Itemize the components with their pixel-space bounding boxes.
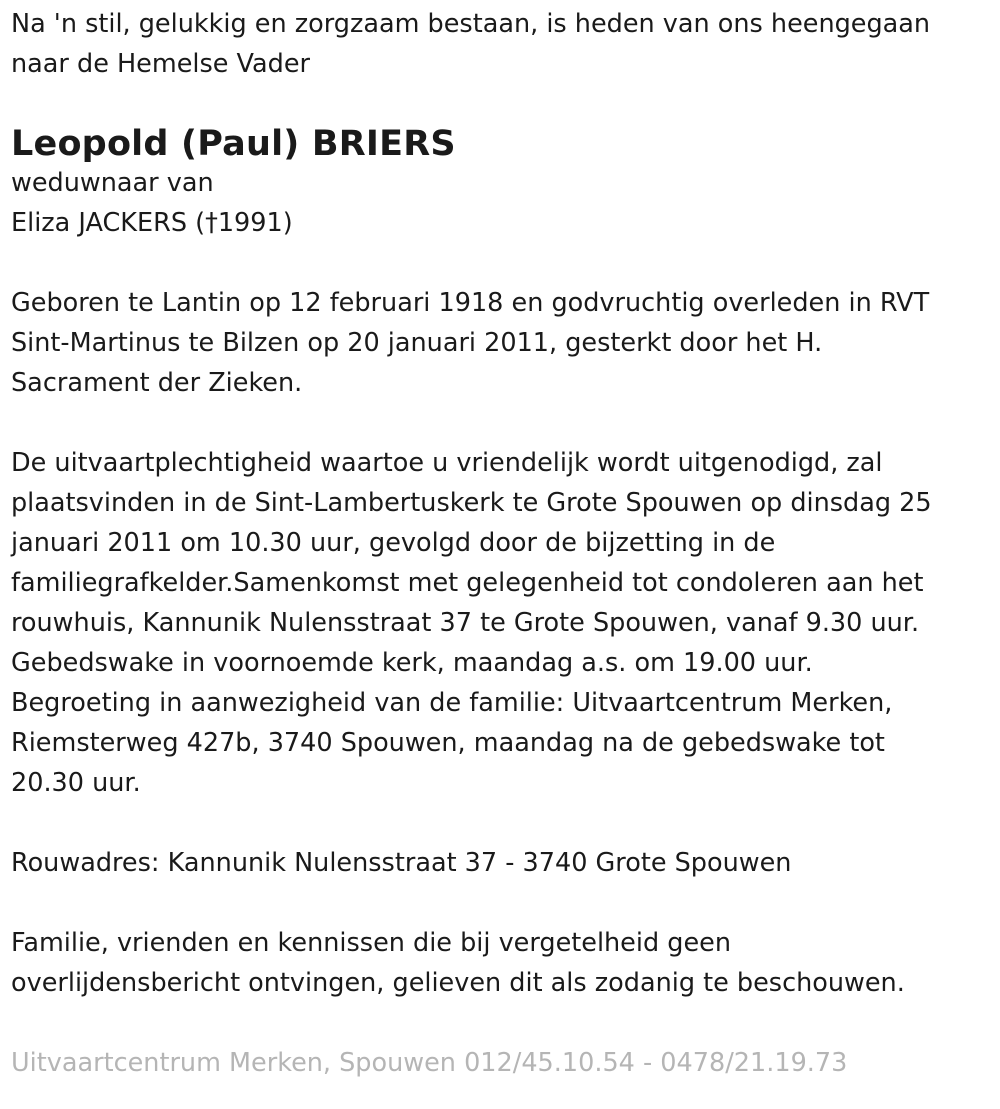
funeral-home-contact: Uitvaartcentrum Merken, Spouwen 012/45.10.54 - 0478/21.19.73 [11, 1048, 848, 1078]
paragraph-line: familiegrafkelder.Samenkomst met gelegenheid tot condoleren aan het [11, 568, 924, 598]
intro-line: Na 'n stil, gelukkig en zorgzaam bestaan, is heden van ons heengegaan [11, 9, 931, 39]
relation-block [11, 163, 986, 243]
notice-paragraph [11, 923, 986, 1003]
birth-death-paragraph [11, 283, 986, 403]
paragraph-line: De uitvaartplechtigheid waartoe u vriendelijk wordt uitgenodigd, zal [11, 448, 883, 478]
funeral-home-footer [11, 1043, 986, 1083]
paragraph-line: overlijdensbericht ontvingen, gelieven dit als zodanig te beschouwen. [11, 968, 905, 998]
paragraph-line: rouwhuis, Kannunik Nulensstraat 37 te Grote Spouwen, vanaf 9.30 uur. [11, 608, 920, 638]
paragraph-line: Riemsterweg 427b, 3740 Spouwen, maandag na de gebedswake tot [11, 728, 885, 758]
paragraph-line: Geboren te Lantin op 12 februari 1918 en godvruchtig overleden in RVT [11, 288, 930, 318]
spouse-name: Eliza JACKERS ( [11, 208, 206, 238]
paragraph-line: Sint-Martinus te Bilzen op 20 januari 2011, gesterkt door het H. [11, 328, 823, 358]
paragraph-line: januari 2011 om 10.30 uur, gevolgd door de bijzetting in de [11, 528, 776, 558]
intro-text [11, 4, 986, 84]
relation-label: weduwnaar van [11, 168, 214, 198]
paragraph-line: Familie, vrienden en kennissen die bij vergetelheid geen [11, 928, 731, 958]
paragraph-line: Gebedswake in voornoemde kerk, maandag a.s. om 19.00 uur. [11, 648, 813, 678]
mourning-address [11, 843, 986, 883]
deceased-name: Leopold (Paul) BRIERS [11, 124, 456, 164]
spouse-death-year: 1991) [217, 208, 293, 238]
paragraph-line: Begroeting in aanwezigheid van de familie: Uitvaartcentrum Merken, [11, 688, 893, 718]
paragraph-line: Sacrament der Zieken. [11, 368, 303, 398]
address-line: Rouwadres: Kannunik Nulensstraat 37 - 3740 Grote Spouwen [11, 848, 792, 878]
funeral-paragraph [11, 443, 986, 803]
intro-line: naar de Hemelse Vader [11, 49, 310, 79]
obituary-notice [11, 4, 986, 1083]
paragraph-line: 20.30 uur. [11, 768, 141, 798]
spouse-line [11, 203, 986, 243]
cross-icon: † [205, 208, 218, 238]
paragraph-line: plaatsvinden in de Sint-Lambertuskerk te Grote Spouwen op dinsdag 25 [11, 488, 932, 518]
